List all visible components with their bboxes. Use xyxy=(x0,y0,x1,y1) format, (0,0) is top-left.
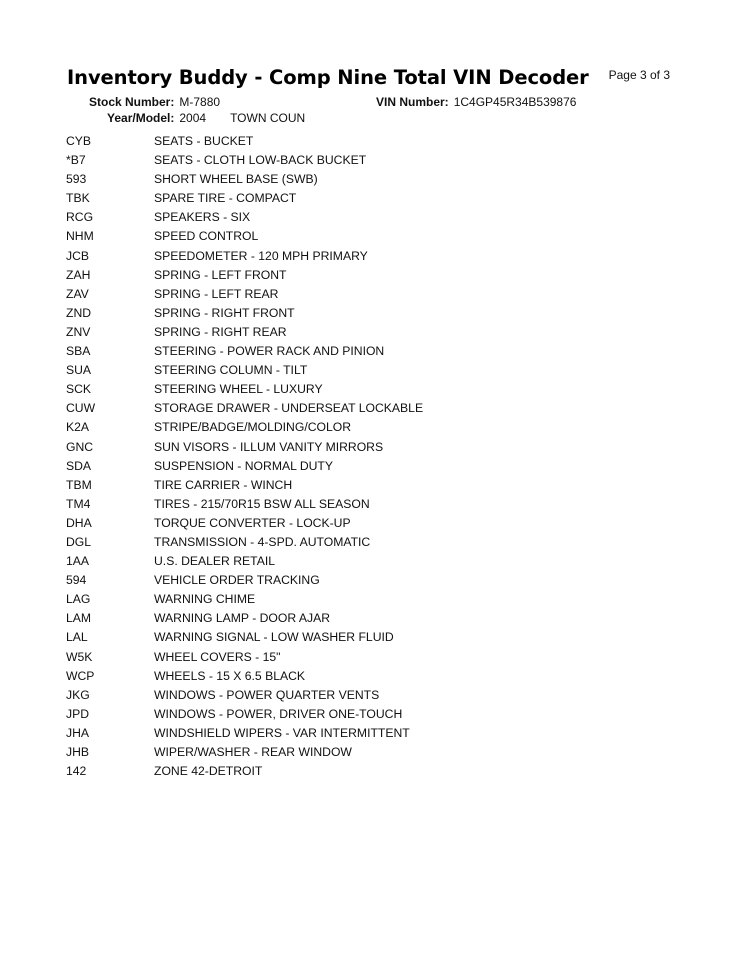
option-description: SEATS - CLOTH LOW-BACK BUCKET xyxy=(154,153,367,168)
option-code: SUA xyxy=(66,363,92,378)
list-item xyxy=(66,628,666,647)
list-item xyxy=(66,533,666,552)
option-description: WINDOWS - POWER QUARTER VENTS xyxy=(154,687,380,702)
option-description: STEERING COLUMN - TILT xyxy=(154,363,308,378)
option-code: NHM xyxy=(66,229,94,244)
option-description: SPEED CONTROL xyxy=(154,229,259,244)
list-item xyxy=(66,418,666,437)
list-item xyxy=(66,724,666,743)
option-code: LAM xyxy=(66,611,92,626)
option-code: 594 xyxy=(66,573,87,588)
list-item xyxy=(66,285,666,304)
option-description: TIRES - 215/70R15 BSW ALL SEASON xyxy=(154,496,370,511)
year-model-field xyxy=(107,111,305,125)
list-item xyxy=(66,438,666,457)
option-description: VEHICLE ORDER TRACKING xyxy=(154,573,320,588)
option-code: SCK xyxy=(66,382,92,397)
option-description: SPARE TIRE - COMPACT xyxy=(154,191,297,206)
option-code: 1AA xyxy=(66,554,90,569)
option-description: SEATS - BUCKET xyxy=(154,134,254,148)
option-code: SDA xyxy=(66,458,92,473)
option-description: U.S. DEALER RETAIL xyxy=(154,554,276,569)
option-code: ZND xyxy=(66,305,92,320)
option-description: TORQUE CONVERTER - LOCK-UP xyxy=(154,515,351,530)
option-code: TBM xyxy=(66,477,92,492)
page-indicator: Page 3 of 3 xyxy=(608,68,670,82)
option-code: CYB xyxy=(66,134,92,148)
list-item xyxy=(66,323,666,342)
vin-number-field xyxy=(376,95,576,109)
option-code: JCB xyxy=(66,248,90,263)
option-code: K2A xyxy=(66,420,90,435)
stock-number-field xyxy=(89,95,220,109)
option-code: 142 xyxy=(66,764,87,779)
option-description: STORAGE DRAWER - UNDERSEAT LOCKABLE xyxy=(154,401,424,416)
option-code: ZNV xyxy=(66,324,91,339)
model-value: TOWN COUN xyxy=(230,111,306,125)
list-item xyxy=(66,266,666,285)
list-item xyxy=(66,495,666,514)
list-item xyxy=(66,571,666,590)
option-code: TBK xyxy=(66,191,90,206)
option-description: STEERING - POWER RACK AND PINION xyxy=(154,344,385,359)
option-description: SPRING - LEFT FRONT xyxy=(154,267,287,282)
option-description: WHEELS - 15 X 6.5 BLACK xyxy=(154,668,306,683)
option-code: DHA xyxy=(66,515,92,530)
option-code: ZAH xyxy=(66,267,91,282)
list-item xyxy=(66,648,666,667)
option-code: WCP xyxy=(66,668,95,683)
option-description: SHORT WHEEL BASE (SWB) xyxy=(154,172,318,187)
stock-number-value: M-7880 xyxy=(179,95,221,109)
list-item xyxy=(66,762,666,781)
option-description: SPRING - RIGHT FRONT xyxy=(154,305,295,320)
option-code: W5K xyxy=(66,649,93,664)
option-description: TRANSMISSION - 4-SPD. AUTOMATIC xyxy=(154,534,371,549)
option-description: STEERING WHEEL - LUXURY xyxy=(154,382,323,397)
option-description: STRIPE/BADGE/MOLDING/COLOR xyxy=(154,420,352,435)
list-item xyxy=(66,667,666,686)
option-code: ZAV xyxy=(66,286,89,301)
list-item xyxy=(66,208,666,227)
list-item xyxy=(66,132,666,151)
option-description: WARNING CHIME xyxy=(154,592,256,607)
list-item xyxy=(66,304,666,323)
list-item xyxy=(66,552,666,571)
list-item xyxy=(66,151,666,170)
list-item xyxy=(66,457,666,476)
option-description: TIRE CARRIER - WINCH xyxy=(154,477,293,492)
option-code: LAG xyxy=(66,592,91,607)
list-item xyxy=(66,590,666,609)
year-value: 2004 xyxy=(179,111,207,125)
option-code: GNC xyxy=(66,439,94,454)
option-code: 593 xyxy=(66,172,87,187)
option-code: SBA xyxy=(66,344,91,359)
list-item xyxy=(66,227,666,246)
option-code: TM4 xyxy=(66,496,91,511)
option-code: LAL xyxy=(66,630,88,645)
option-description: WINDOWS - POWER, DRIVER ONE-TOUCH xyxy=(154,706,403,721)
list-item xyxy=(66,476,666,495)
option-description: SUN VISORS - ILLUM VANITY MIRRORS xyxy=(154,439,384,454)
list-item xyxy=(66,170,666,189)
option-description: SPRING - LEFT REAR xyxy=(154,286,279,301)
option-code: JKG xyxy=(66,687,90,702)
option-code: JHA xyxy=(66,725,90,740)
list-item xyxy=(66,342,666,361)
list-item xyxy=(66,399,666,418)
option-code: DGL xyxy=(66,534,92,549)
option-description: WARNING LAMP - DOOR AJAR xyxy=(154,611,331,626)
option-code: JPD xyxy=(66,706,90,721)
option-description: SPEAKERS - SIX xyxy=(154,210,251,225)
list-item xyxy=(66,380,666,399)
option-description: WIPER/WASHER - REAR WINDOW xyxy=(154,745,352,759)
option-description: WHEEL COVERS - 15" xyxy=(154,649,281,664)
option-code: CUW xyxy=(66,401,96,416)
option-description: WARNING SIGNAL - LOW WASHER FLUID xyxy=(154,630,394,645)
list-item xyxy=(66,686,666,705)
year-model-label: Year/Model: xyxy=(107,111,175,125)
option-description: SPEEDOMETER - 120 MPH PRIMARY xyxy=(154,248,368,263)
vin-number-value: 1C4GP45R34B539876 xyxy=(453,95,577,109)
option-description: ZONE 42-DETROIT xyxy=(154,764,263,779)
option-code-list xyxy=(66,132,666,781)
list-item xyxy=(66,609,666,628)
option-code: JHB xyxy=(66,745,90,759)
option-description: SUSPENSION - NORMAL DUTY xyxy=(154,458,333,473)
list-item xyxy=(66,743,666,762)
list-item xyxy=(66,247,666,266)
vin-number-label: VIN Number: xyxy=(376,95,449,109)
option-code: RCG xyxy=(66,210,94,225)
option-description: WINDSHIELD WIPERS - VAR INTERMITTENT xyxy=(154,725,410,740)
option-code: *B7 xyxy=(66,153,86,168)
list-item xyxy=(66,189,666,208)
stock-number-label: Stock Number: xyxy=(89,95,175,109)
option-description: SPRING - RIGHT REAR xyxy=(154,324,287,339)
list-item xyxy=(66,361,666,380)
list-item xyxy=(66,514,666,533)
list-item xyxy=(66,705,666,724)
report-title: Inventory Buddy - Comp Nine Total VIN Decoder xyxy=(67,66,589,89)
